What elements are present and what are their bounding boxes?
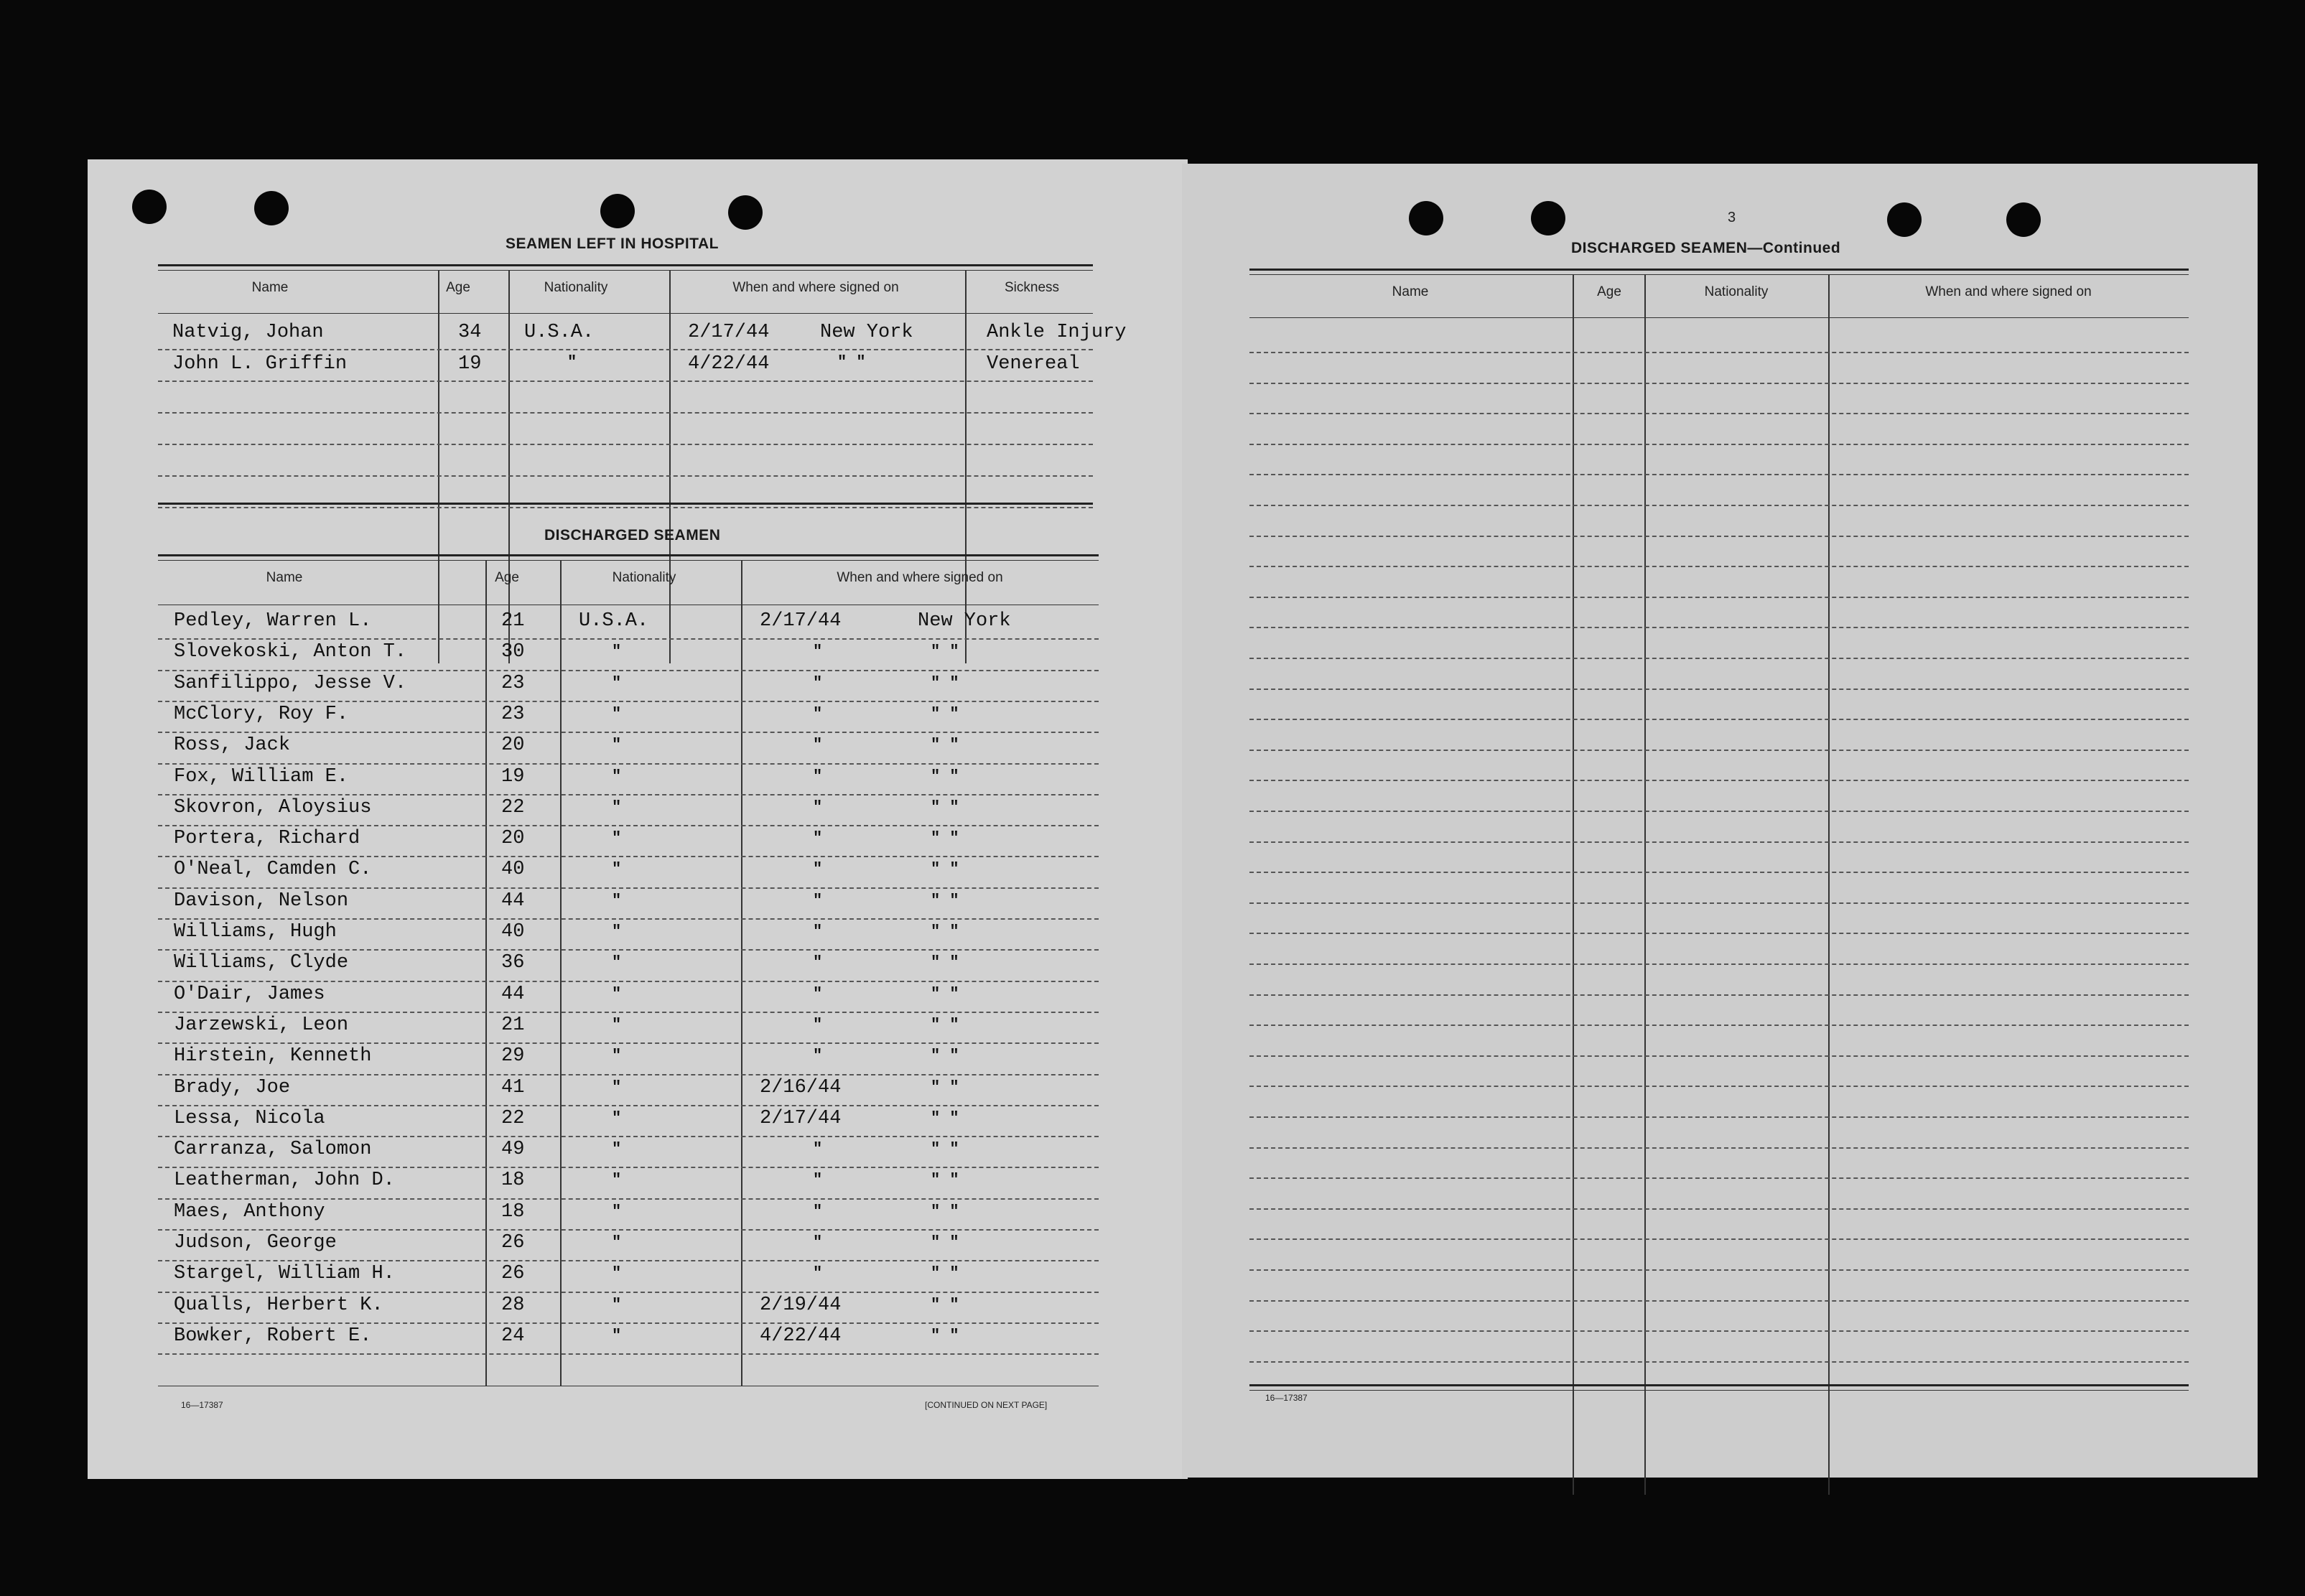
seaman-age: 20 bbox=[501, 828, 525, 849]
rule bbox=[158, 270, 1093, 271]
seaman-name: Slovekoski, Anton T. bbox=[174, 641, 407, 663]
seaman-age: 44 bbox=[501, 984, 525, 1005]
continued-header-name: Name bbox=[1392, 284, 1429, 299]
ditto-mark: " bbox=[813, 1171, 823, 1189]
discharged-section-title: DISCHARGED SEAMEN bbox=[544, 527, 721, 543]
row-line bbox=[1249, 811, 2189, 812]
rule bbox=[158, 554, 1099, 556]
seaman-age: 41 bbox=[501, 1077, 525, 1098]
row-line bbox=[1249, 1055, 2189, 1057]
seaman-name: Maes, Anthony bbox=[174, 1201, 325, 1223]
punch-hole bbox=[1409, 201, 1443, 235]
column-divider bbox=[741, 560, 742, 1386]
ditto-mark: " bbox=[813, 643, 823, 661]
ditto-mark: " " bbox=[931, 705, 959, 723]
row-line bbox=[1249, 719, 2189, 720]
row-line bbox=[1249, 1330, 2189, 1332]
row-line bbox=[1249, 1086, 2189, 1087]
column-divider bbox=[560, 560, 562, 1386]
seaman-age: 28 bbox=[501, 1294, 525, 1316]
column-divider bbox=[1828, 274, 1830, 1495]
punch-hole bbox=[1531, 201, 1565, 235]
seaman-name: Williams, Hugh bbox=[174, 921, 337, 943]
ditto-mark: " " bbox=[931, 798, 959, 816]
row-line bbox=[158, 1074, 1099, 1075]
ditto-mark: " " bbox=[931, 1140, 959, 1158]
hospital-header-sickness: Sickness bbox=[1004, 280, 1060, 295]
punch-hole bbox=[728, 195, 763, 230]
ditto-mark: " bbox=[813, 923, 823, 941]
continued-note: [CONTINUED ON NEXT PAGE] bbox=[925, 1400, 1048, 1410]
ditto-mark: " bbox=[813, 1016, 823, 1034]
ditto-mark: " " bbox=[931, 829, 959, 847]
ditto-mark: " bbox=[612, 892, 622, 910]
seaman-age: 26 bbox=[501, 1232, 525, 1254]
ditto-mark: " bbox=[813, 767, 823, 785]
seaman-age: 21 bbox=[501, 610, 525, 632]
seaman-name: O'Neal, Camden C. bbox=[174, 859, 372, 880]
row-line bbox=[1249, 1147, 2189, 1149]
row-line bbox=[158, 444, 1093, 445]
row-line bbox=[1249, 1238, 2189, 1240]
ditto-mark: " bbox=[612, 1171, 622, 1189]
hospital-section-title: SEAMEN LEFT IN HOSPITAL bbox=[506, 235, 719, 252]
row-line bbox=[1249, 1177, 2189, 1179]
ditto-mark: " bbox=[612, 1047, 622, 1065]
ditto-mark: " bbox=[612, 1203, 622, 1221]
ditto-mark: " bbox=[612, 674, 622, 692]
seaman-age: 21 bbox=[501, 1014, 525, 1036]
seaman-name: Lessa, Nicola bbox=[174, 1108, 325, 1129]
seaman-signed-date: 2/17/44 bbox=[760, 1108, 842, 1129]
seaman-name: Pedley, Warren L. bbox=[174, 610, 372, 632]
column-divider bbox=[1573, 274, 1574, 1495]
seaman-age: 24 bbox=[501, 1325, 525, 1347]
seaman-signed-date: 2/17/44 bbox=[760, 610, 842, 632]
row-line bbox=[1249, 933, 2189, 934]
hospital-sickness: Ankle Injury bbox=[987, 322, 1127, 343]
continued-section-title: DISCHARGED SEAMEN—Continued bbox=[1571, 240, 1841, 256]
ditto-mark: " " bbox=[931, 643, 959, 661]
hospital-place: New York bbox=[820, 322, 913, 343]
ditto-mark: " bbox=[612, 1078, 622, 1096]
seaman-name: O'Dair, James bbox=[174, 984, 325, 1005]
ditto-mark: " bbox=[813, 892, 823, 910]
punch-hole bbox=[2006, 202, 2041, 237]
hospital-date: 4/22/44 bbox=[688, 353, 770, 375]
ditto-mark: " bbox=[567, 353, 577, 371]
row-line bbox=[158, 381, 1093, 382]
ditto-mark: " bbox=[612, 643, 622, 661]
ditto-mark: " bbox=[813, 953, 823, 971]
ditto-mark: " bbox=[612, 1264, 622, 1282]
seaman-age: 40 bbox=[501, 859, 525, 880]
ditto-mark: " bbox=[813, 1047, 823, 1065]
seaman-name: Ross, Jack bbox=[174, 734, 291, 756]
column-divider bbox=[485, 560, 487, 1386]
ditto-mark: " bbox=[612, 1016, 622, 1034]
ditto-mark: " bbox=[612, 798, 622, 816]
seaman-name: Judson, George bbox=[174, 1232, 337, 1254]
seaman-name: Portera, Richard bbox=[174, 828, 360, 849]
ditto-mark: " bbox=[612, 705, 622, 723]
ditto-mark: " " bbox=[931, 1264, 959, 1282]
row-line bbox=[1249, 1361, 2189, 1363]
row-line bbox=[158, 349, 1093, 350]
ditto-mark: " bbox=[612, 736, 622, 754]
row-line bbox=[1249, 1300, 2189, 1302]
hospital-name: John L. Griffin bbox=[172, 353, 348, 375]
seaman-age: 23 bbox=[501, 704, 525, 725]
row-line bbox=[1249, 352, 2189, 353]
seaman-name: McClory, Roy F. bbox=[174, 704, 349, 725]
seaman-age: 18 bbox=[501, 1201, 525, 1223]
seaman-age: 23 bbox=[501, 673, 525, 694]
punch-hole bbox=[132, 190, 167, 224]
row-line bbox=[1249, 1116, 2189, 1118]
continued-header-signed-on: When and where signed on bbox=[1925, 284, 2092, 299]
row-line bbox=[1249, 963, 2189, 965]
rule bbox=[158, 313, 1093, 314]
continued-header-age: Age bbox=[1597, 284, 1621, 299]
rule bbox=[158, 560, 1099, 561]
row-line bbox=[158, 412, 1093, 414]
seaman-age: 26 bbox=[501, 1263, 525, 1284]
ditto-mark: " bbox=[813, 798, 823, 816]
row-line bbox=[1249, 658, 2189, 659]
row-line bbox=[1249, 994, 2189, 996]
row-line bbox=[1249, 689, 2189, 690]
row-line bbox=[1249, 1269, 2189, 1271]
row-line bbox=[158, 732, 1099, 733]
ditto-mark: " " bbox=[931, 953, 959, 971]
seaman-name: Qualls, Herbert K. bbox=[174, 1294, 383, 1316]
hospital-name: Natvig, Johan bbox=[172, 322, 324, 343]
seaman-age: 29 bbox=[501, 1045, 525, 1067]
seaman-age: 44 bbox=[501, 890, 525, 912]
ditto-mark: " bbox=[612, 1296, 622, 1314]
ditto-mark: " bbox=[813, 829, 823, 847]
ditto-mark: " " bbox=[931, 923, 959, 941]
left-page bbox=[88, 159, 1188, 1479]
ditto-mark: " " bbox=[931, 1327, 959, 1345]
ditto-mark: " bbox=[612, 1140, 622, 1158]
seaman-signed-date: 4/22/44 bbox=[760, 1325, 842, 1347]
row-line bbox=[1249, 1025, 2189, 1026]
ditto-mark: " " bbox=[931, 767, 959, 785]
seaman-name: Davison, Nelson bbox=[174, 890, 349, 912]
ditto-mark: " bbox=[813, 1203, 823, 1221]
ditto-mark: " bbox=[612, 923, 622, 941]
ditto-mark: " bbox=[612, 985, 622, 1003]
seaman-age: 20 bbox=[501, 734, 525, 756]
seaman-name: Carranza, Salomon bbox=[174, 1139, 372, 1160]
row-line bbox=[158, 507, 1093, 508]
hospital-sickness: Venereal bbox=[987, 353, 1080, 375]
hospital-age: 34 bbox=[458, 322, 482, 343]
column-divider bbox=[1644, 274, 1646, 1495]
hospital-header-nationality: Nationality bbox=[544, 280, 608, 295]
row-line bbox=[1249, 872, 2189, 873]
seaman-name: Williams, Clyde bbox=[174, 952, 349, 974]
form-number: 16—17387 bbox=[181, 1400, 223, 1410]
page-number: 3 bbox=[1728, 210, 1736, 225]
ditto-mark: " bbox=[813, 1264, 823, 1282]
rule bbox=[1249, 274, 2189, 275]
punch-hole bbox=[254, 191, 289, 225]
ditto-mark: " bbox=[813, 674, 823, 692]
ditto-mark: " " bbox=[837, 353, 866, 371]
seaman-signed-date: 2/19/44 bbox=[760, 1294, 842, 1316]
ditto-mark: " " bbox=[931, 1296, 959, 1314]
seaman-name: Sanfilippo, Jesse V. bbox=[174, 673, 407, 694]
seaman-age: 19 bbox=[501, 766, 525, 788]
row-line bbox=[1249, 841, 2189, 843]
row-line bbox=[1249, 780, 2189, 781]
ditto-mark: " " bbox=[931, 1171, 959, 1189]
row-line bbox=[1249, 536, 2189, 537]
ditto-mark: " " bbox=[931, 1233, 959, 1251]
row-line bbox=[1249, 383, 2189, 384]
ditto-mark: " bbox=[813, 1233, 823, 1251]
discharged-header-age: Age bbox=[495, 570, 519, 585]
ditto-mark: " bbox=[813, 1140, 823, 1158]
ditto-mark: " bbox=[813, 736, 823, 754]
seaman-age: 49 bbox=[501, 1139, 525, 1160]
ditto-mark: " " bbox=[931, 1203, 959, 1221]
seaman-signed-place: New York bbox=[918, 610, 1011, 632]
row-line bbox=[1249, 597, 2189, 598]
ditto-mark: " " bbox=[931, 892, 959, 910]
ditto-mark: " " bbox=[931, 1109, 959, 1127]
rule bbox=[1249, 317, 2189, 318]
hospital-date: 2/17/44 bbox=[688, 322, 770, 343]
ditto-mark: " bbox=[612, 767, 622, 785]
discharged-header-nationality: Nationality bbox=[612, 570, 676, 585]
seaman-name: Jarzewski, Leon bbox=[174, 1014, 349, 1036]
row-line bbox=[1249, 902, 2189, 904]
discharged-header-signed-on: When and where signed on bbox=[837, 570, 1003, 585]
ditto-mark: " bbox=[612, 860, 622, 878]
rule bbox=[1249, 269, 2189, 271]
row-line bbox=[1249, 566, 2189, 567]
seaman-name: Brady, Joe bbox=[174, 1077, 291, 1098]
seaman-age: 36 bbox=[501, 952, 525, 974]
seaman-name: Hirstein, Kenneth bbox=[174, 1045, 372, 1067]
row-line bbox=[158, 475, 1093, 477]
right-page bbox=[1182, 164, 2258, 1478]
row-line bbox=[1249, 444, 2189, 445]
rule bbox=[158, 264, 1093, 266]
seaman-signed-date: 2/16/44 bbox=[760, 1077, 842, 1098]
ditto-mark: " " bbox=[931, 674, 959, 692]
hospital-age: 19 bbox=[458, 353, 482, 375]
seaman-name: Bowker, Robert E. bbox=[174, 1325, 372, 1347]
ditto-mark: " " bbox=[931, 736, 959, 754]
ditto-mark: " bbox=[813, 705, 823, 723]
ditto-mark: " bbox=[612, 1233, 622, 1251]
seaman-name: Fox, William E. bbox=[174, 766, 349, 788]
ditto-mark: " bbox=[612, 829, 622, 847]
row-line bbox=[1249, 413, 2189, 414]
row-line bbox=[1249, 750, 2189, 751]
seaman-age: 18 bbox=[501, 1170, 525, 1191]
ditto-mark: " bbox=[813, 860, 823, 878]
continued-header-nationality: Nationality bbox=[1704, 284, 1769, 299]
ditto-mark: " " bbox=[931, 985, 959, 1003]
hospital-nationality: U.S.A. bbox=[524, 322, 595, 343]
seaman-name: Skovron, Aloysius bbox=[174, 797, 372, 818]
row-line bbox=[1249, 505, 2189, 506]
ditto-mark: " bbox=[612, 953, 622, 971]
seaman-age: 30 bbox=[501, 641, 525, 663]
seaman-age: 22 bbox=[501, 797, 525, 818]
hospital-header-name: Name bbox=[251, 280, 289, 295]
ditto-mark: " " bbox=[931, 1016, 959, 1034]
seaman-name: Leatherman, John D. bbox=[174, 1170, 395, 1191]
seaman-name: Stargel, William H. bbox=[174, 1263, 395, 1284]
hospital-header-age: Age bbox=[446, 280, 470, 295]
rule bbox=[158, 503, 1093, 505]
punch-hole bbox=[600, 194, 635, 228]
row-line bbox=[1249, 1208, 2189, 1210]
discharged-header-name: Name bbox=[266, 570, 303, 585]
seaman-age: 22 bbox=[501, 1108, 525, 1129]
ditto-mark: " " bbox=[931, 1047, 959, 1065]
hospital-header-signed-on: When and where signed on bbox=[732, 280, 899, 295]
rule bbox=[1249, 1384, 2189, 1386]
ditto-mark: " bbox=[612, 1327, 622, 1345]
seaman-nationality: U.S.A. bbox=[579, 610, 649, 632]
ditto-mark: " " bbox=[931, 1078, 959, 1096]
rule bbox=[1249, 1390, 2189, 1391]
row-line bbox=[1249, 627, 2189, 628]
ditto-mark: " bbox=[612, 1109, 622, 1127]
row-line bbox=[158, 1353, 1099, 1355]
ditto-mark: " " bbox=[931, 860, 959, 878]
seaman-age: 40 bbox=[501, 921, 525, 943]
ditto-mark: " bbox=[813, 985, 823, 1003]
punch-hole bbox=[1887, 202, 1922, 237]
form-number: 16—17387 bbox=[1265, 1393, 1308, 1403]
row-line bbox=[1249, 474, 2189, 475]
